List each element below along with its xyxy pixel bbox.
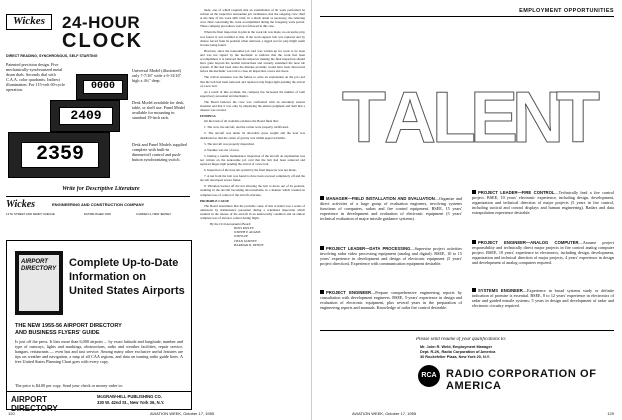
- board-byline: By the Civil Aeronautics Board:: [210, 222, 252, 227]
- clock-readout-back: 0000: [83, 80, 123, 94]
- job-title: PROJECT LEADER—FIRE CONTROL: [478, 190, 555, 195]
- job-title: PROJECT LEADER—DATA PROCESSING: [326, 246, 411, 251]
- company-name: ENGINEERING AND CONSTRUCTION COMPANY: [52, 202, 145, 207]
- ad-headline-24-hour: 24-HOUR: [62, 13, 141, 32]
- page-number-left: 120: [8, 411, 15, 416]
- article-paragraph: The Board believes the crew was confronted with an extremely serious situation and that it was only by employing the utmost judgment and skill that a disaster was averted.: [200, 99, 305, 113]
- finding-item: 6. Inspection of the nose tab system by the final inspector was not made.: [204, 168, 297, 173]
- directory-headline-3: United States Airports: [69, 285, 185, 297]
- article-paragraph: ment, one of which required that an examination of all work performed be written on the respective nonroutine job cardmaster, that the outgoing crew chief at the time of the work shift brief, in a much detail as necessary, the relieving crew chief concerning the work accomplished during the foregoing work period. These company procedures were not followed in this case.: [200, 8, 305, 29]
- article-paragraph: The critical nonsense was the failure to write an explanation on the job card that the bolt had been removed and replaced only finger-tight pending the arrival of a new bolt.: [200, 75, 305, 88]
- contact-line: Dept. R-2K, Radio Corporation of America: [420, 350, 496, 354]
- wickes-logo: Wickes: [6, 14, 52, 30]
- panel-model-text: Desk and Panel Models supplied complete with built-in dimmer/off control and push-button synchronizing switch.: [132, 142, 187, 162]
- company-address-right: CAMDEN 4, NEW JERSEY: [136, 212, 172, 216]
- job-title: PROJECT ENGINEER—ANALOG COMPUTER: [478, 240, 579, 245]
- bullet-icon: [320, 290, 324, 294]
- job-title: PROJECT ENGINEER: [326, 290, 372, 295]
- signature-name: CHAN GURNEY: [234, 238, 258, 243]
- job-listing: [320, 246, 462, 266]
- ad-intro-text: Patented precision design. Five mechanically-synchronized metal drum dials. Seconds dial with C.A.A. color quadrants. Indirect illumination. For 115-volt 60-cycle operation.: [6, 62, 65, 92]
- bullet-icon: [472, 240, 476, 244]
- talent-stencil-graphic: [342, 58, 600, 178]
- clock-image-front: [8, 132, 110, 178]
- clock-image-middle: [50, 100, 120, 132]
- finding-item: 3. The aircraft was properly dispatched.: [204, 141, 255, 146]
- running-footer-right: AVIATION WEEK, October 17, 1955: [352, 411, 417, 416]
- job-description: —Experience in broad systems study or definite indication of promise is essential. BSEE, 8 to 12 years' experience in electronics of radar and guided missile systems; 5 years in design and development of radar and electronic circuitry required.: [472, 288, 614, 308]
- send-resume-text: Please send resume of your qualifications to:: [416, 337, 507, 342]
- wickes-company-logo: Wickes: [6, 199, 36, 210]
- company-established: ESTABLISHED 1930: [84, 212, 111, 216]
- ad-headline-clock: CLOCK: [62, 30, 144, 52]
- universal-model-text: Universal Model (illustrated) only 7-7/16" wide x 6-13/16" high x 4¾" deep.: [132, 68, 182, 83]
- bullet-icon: [320, 196, 324, 200]
- directory-footer-name: AIRPORT DIRECTORY: [11, 395, 58, 413]
- header-rule: [320, 16, 614, 17]
- bullet-icon: [320, 246, 324, 250]
- directory-divider: [7, 391, 191, 392]
- clock-image-back: [76, 74, 128, 100]
- job-description: —Assume project responsibility and technically direct major projects in fire control analog computer project. BSEE, 10 years' experience in electronics, including design, development, organization and technical direction of major projects, 4 years' experience in design and development of analog computers required.: [472, 240, 614, 265]
- bullet-icon: [472, 288, 476, 292]
- clock-readout-front: 2359: [21, 142, 99, 168]
- finding-item: 2. The aircraft was under its allowable gross weight and the load was distributed so that the center of gravity was within approved limits.: [200, 131, 305, 140]
- airport-directory-ad: [6, 240, 192, 413]
- findings-heading: FINDINGS: [200, 114, 216, 119]
- directory-headline-1: Complete Up-to-Date: [69, 257, 179, 269]
- directory-subhead-1: THE NEW 1955-56 AIRPORT DIRECTORY: [15, 323, 122, 329]
- company-address-left: 12TH STREET AND FERRY AVENUE: [6, 212, 55, 216]
- job-listing: [320, 196, 462, 221]
- directory-headline-2: Information on: [69, 271, 146, 283]
- clock-readout-middle: 2409: [59, 107, 113, 125]
- finding-item: 4. Weather was not a factor.: [204, 147, 240, 152]
- directory-book-image: [15, 251, 63, 315]
- findings-intro: On the basis of all available evidence the Board finds that:: [204, 119, 279, 124]
- ad-cta: Write for Descriptive Literature: [62, 186, 140, 192]
- job-description: —Prepare comprehensive engineering reports by consultation with development engineers. BSEE, 5-years' experience in design and evaluation of electronic equipment, plus several years in the preparation of engineering reports and manuals. Knowledge of radar fire control desirable.: [320, 290, 462, 310]
- ad-tagline: DIRECT READING, SYNCHRONOUS, SELF STARTING: [6, 54, 98, 58]
- article-paragraph: However, since the nonroutine job card was written up for work to be done and was not signed by the mechanic to indicate that the work had been accomplished, it is believed that the inspector making the final inspection should have gone beyond the normal instructions and actually examined the nose tab system. If this had been done the mistake probably would have been discovered before the mechanic was told to close all inspection covers and doors.: [200, 48, 305, 74]
- talent-letter: A: [384, 78, 436, 158]
- bullet-icon: [472, 190, 476, 194]
- talent-letter: E: [470, 78, 519, 158]
- job-listing: [472, 240, 614, 265]
- job-title: MANAGER—FIELD INSTALLATION AND EVALUATION: [326, 196, 435, 201]
- right-page: [312, 0, 622, 420]
- job-description: —Organize and direct activities of a large group of evaluation engineers, involving systems functions of computers, radars and fire control equipment. BSEE, 15 years' experience in development and evaluation of electronic equipment (5 years' technical evaluation of major missile guidance systems).: [320, 196, 462, 221]
- finding-item: 1. The crew, the aircraft, and the carrier were properly certificated.: [204, 125, 289, 130]
- publisher-address: 330 W. 42nd St., New York 36, N.Y.: [97, 400, 165, 405]
- job-description: —Supervise project activities involving radar video processing equipment (analog and digital). BSEE, 10 to 15 years' experience in development and design of electronic equipment (5 years' project direction). Experience with communication equipment desirable.: [320, 246, 462, 266]
- job-listing: [472, 190, 614, 215]
- rca-logo: RCA: [418, 365, 440, 387]
- wickes-clock-ad: [6, 14, 190, 219]
- job-title: SYSTEMS ENGINEER: [478, 288, 523, 293]
- job-description: —Technically lead a fire control project. BSEE, 10 years' electronic experience, including design, development, organization and technical direction of major projects (5 years in fire control, including tactical and control displays and human engineering). Radars and data extrapolation experience desirable.: [472, 190, 615, 215]
- section-heading: EMPLOYMENT OPPORTUNITIES: [519, 8, 614, 14]
- signature-name: HARMAR D. DENNY: [234, 242, 264, 247]
- publisher-name: McGRAW-HILL PUBLISHING CO.: [97, 394, 162, 399]
- running-footer-left: AVIATION WEEK, October 17, 1955: [150, 411, 215, 416]
- probable-cause-heading: PROBABLE CAUSE: [200, 198, 230, 203]
- job-listing: [472, 288, 614, 308]
- page-number-right: 129: [607, 411, 614, 416]
- job-listing: [320, 290, 462, 310]
- desk-model-text: Desk Model available for desk, table, or shelf use. Panel Model available for mounting in standard 19-inch rack.: [132, 100, 185, 120]
- article-paragraph: When the final inspection in plan in the work tab was made, no excessive play was found. It was testified to that, if the worn support bolt was replaced and by chance forced from its position when removed, a rigged test for play might result in none being found.: [200, 30, 305, 47]
- signature-name: ROSS RIZLEY: [234, 226, 255, 231]
- talent-letter: T: [556, 78, 600, 158]
- rca-signature-block: [320, 330, 614, 411]
- talent-letter: N: [512, 78, 564, 158]
- contact-line: 30 Rockefeller Plaza, New York 20, N.Y.: [420, 355, 490, 359]
- probable-cause-text: The Board determines that the probable cause of this accident was a series of omissions by maintenance personnel during a scheduled inspection which resulted in the release of the aircraft in an unairworthy condition and an almost complete loss of elevator control during flight.: [200, 203, 305, 221]
- accident-report-article: [200, 8, 305, 408]
- talent-letter: T: [342, 78, 386, 158]
- finding-item: 8. Vibration backed off the nut allowing the bolt to move out of its position, resulting in the aircraft becoming uncontrollable, in a manner which resulted in complete loss of control of the aircraft structure.: [200, 184, 305, 197]
- directory-price: The price is $4.00 per copy. Send your check or money order to:: [15, 383, 123, 388]
- talent-letter: L: [432, 78, 476, 158]
- ad-divider: [6, 196, 190, 197]
- finding-item: 7. A nut from the bolt was found to have been screwed completely off and the aircraft developed severe flutter.: [200, 174, 305, 183]
- contact-line: Mr. John R. Weld, Employment Manager: [420, 345, 493, 349]
- signature-name: JOSH LEE: [234, 234, 249, 239]
- rca-company-name: RADIO CORPORATION OF AMERICA: [446, 368, 597, 392]
- article-paragraph: As a result of this accident, the company has increased the number of both supervisory personnel and mechanics.: [200, 89, 305, 98]
- signature-name: JOSEPH P. ADAMS: [234, 230, 261, 235]
- book-cover: [19, 255, 59, 311]
- book-title: AIRPORT DIRECTORY: [21, 259, 57, 272]
- finding-item: 5. During a routine maintenance inspection of the aircraft an explanation was not written on the nonroutine job card that the bolt had been removed and replaced finger-tight pending the arrival of a new bolt.: [200, 153, 305, 166]
- directory-subhead-2: AND BUSINESS FLYERS' GUIDE: [15, 330, 100, 336]
- directory-body: Is just off the press. It lists more than 6,000 airports ... by exact latitude and longitude, number and type of runways, lights and markings, obstructions, radio and weather facilities, repair service, hangars, restaurants — even bus and taxi service. Among many other exclusive useful features are tips on weather and navigation, a map of all CAA regions, and data on turning radio guide lines. A free United States Planning Chart goes with every copy.: [15, 339, 183, 364]
